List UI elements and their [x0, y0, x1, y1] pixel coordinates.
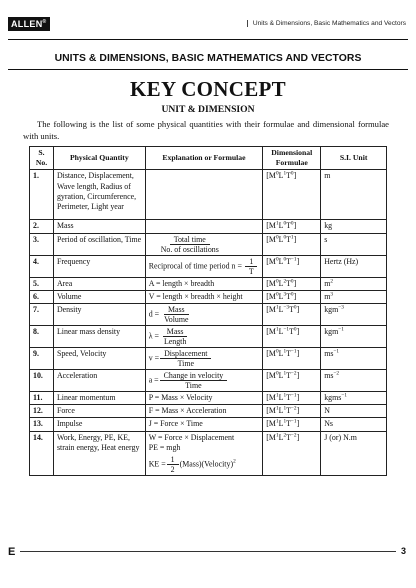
row-formula: [145, 170, 263, 220]
table-row: [30, 277, 387, 290]
row-dimension: $[M^0L^0T^{-1}]$: [263, 255, 321, 277]
row-formula: v = $\frac{\text{Displacement}}{\text{Time}}$: [145, 348, 263, 370]
running-header: [8, 16, 408, 36]
row-dimension: $[M^1L^1T^{-2}]$: [263, 405, 321, 418]
footer-rule: [20, 551, 396, 552]
page-subtitle: UNIT & DIMENSION: [161, 104, 255, 115]
row-quantity: Frequency: [53, 255, 145, 277]
row-dimension: $[M^1L^2T^{-2}]$: [263, 431, 321, 475]
row-formula: V = length × breadth × height: [145, 290, 263, 303]
table-header-row: [30, 147, 387, 170]
row-sno: 8.: [30, 326, 54, 348]
quantities-table: [29, 146, 387, 476]
row-unit: kgm$^{-1}$: [321, 326, 387, 348]
fraction: $\frac{1}{T}$: [245, 257, 258, 276]
row-sno: 6.: [30, 290, 54, 303]
row-dimension: $[M^1L^1T^{-1}]$: [263, 392, 321, 405]
row-unit: kgm$^{-3}$: [321, 304, 387, 326]
row-unit: Hertz (Hz): [321, 255, 387, 277]
row-formula: W = Force × Displacement PE = mgh KE = $\frac{1}{2}$ (Mass)(Velocity)$^2$: [145, 431, 263, 475]
table-row: [30, 418, 387, 431]
table-row: [30, 392, 387, 405]
row-dimension: $[M^1L^{-3}T^0]$: [263, 304, 321, 326]
row-sno: 2.: [30, 220, 54, 233]
table-row: [30, 370, 387, 392]
row-formula: P = Mass × Velocity: [145, 392, 263, 405]
row-unit: kgms$^{-1}$: [321, 392, 387, 405]
row-formula: Reciprocal of time period n = $\frac{1}{T}$: [145, 255, 263, 277]
page-number: 3: [400, 546, 406, 556]
row-quantity: Volume: [53, 290, 145, 303]
row-quantity: Period of oscillation, Time: [53, 233, 145, 255]
header-rule: [8, 39, 408, 40]
table-row: [30, 431, 387, 475]
section-rule: [8, 69, 408, 70]
fraction: $\frac{\text{Mass}}{\text{Length}}$: [163, 327, 187, 347]
row-unit: N: [321, 405, 387, 418]
row-dimension: $[M^0L^3T^0]$: [263, 290, 321, 303]
fraction: $\frac{\text{Change in velocity}}{\text{Time}}$: [160, 371, 228, 390]
page-title: KEY CONCEPT: [130, 77, 286, 101]
row-sno: 9.: [30, 348, 54, 370]
fraction: $\frac{\text{Mass}}{\text{Volume}}$: [164, 305, 189, 325]
row-unit: $m^2$: [321, 277, 387, 290]
section-title: UNITS & DIMENSIONS, BASIC MATHEMATICS AND VECTORS: [54, 53, 362, 64]
row-quantity: Density: [53, 304, 145, 326]
row-unit: J (or) N.m: [321, 431, 387, 475]
row-quantity: Linear momentum: [53, 392, 145, 405]
fraction: $\frac{\text{Total time}}{\text{No. of oscillations}}$: [160, 234, 219, 254]
row-dimension: $[M^1L^0T^0]$: [263, 220, 321, 233]
row-sno: 12.: [30, 405, 54, 418]
table-row: [30, 220, 387, 233]
row-quantity: Acceleration: [53, 370, 145, 392]
row-sno: 14.: [30, 431, 54, 475]
row-formula: d = $\frac{\text{Mass}}{\text{Volume}}$: [145, 304, 263, 326]
allen-logo: ALLEN®: [8, 17, 50, 31]
row-dimension: $[M^0L^1T^{-2}]$: [263, 370, 321, 392]
table-row: [30, 405, 387, 418]
table-row: [30, 170, 387, 220]
running-head: Units & Dimensions, Basic Mathematics and Vectors: [247, 20, 406, 27]
row-dimension: $[M^0L^1T^{-1}]$: [263, 348, 321, 370]
row-unit: kg: [321, 220, 387, 233]
col-quantity: Physical Quantity: [53, 147, 145, 170]
row-unit: Ns: [321, 418, 387, 431]
row-unit: s: [321, 233, 387, 255]
row-dimension: $[M^0L^1T^0]$: [263, 170, 321, 220]
row-quantity: Work, Energy, PE, KE, strain energy, Heat energy: [53, 431, 145, 475]
table-row: [30, 348, 387, 370]
row-quantity: Linear mass density: [53, 326, 145, 348]
table-row: [30, 255, 387, 277]
table-row: [30, 290, 387, 303]
table-row: [30, 326, 387, 348]
row-sno: 3.: [30, 233, 54, 255]
row-formula: F = Mass × Acceleration: [145, 405, 263, 418]
row-formula: J = Force × Time: [145, 418, 263, 431]
row-unit: $m^3$: [321, 290, 387, 303]
row-sno: 11.: [30, 392, 54, 405]
row-unit: m: [321, 170, 387, 220]
col-dimension: Dimensional Formulae: [263, 147, 321, 170]
row-formula: λ = $\frac{\text{Mass}}{\text{Length}}$: [145, 326, 263, 348]
table-row: [30, 304, 387, 326]
row-quantity: Speed, Velocity: [53, 348, 145, 370]
row-quantity: Impulse: [53, 418, 145, 431]
row-formula: [145, 220, 263, 233]
row-sno: 5.: [30, 277, 54, 290]
table-row: [30, 233, 387, 255]
row-sno: 10.: [30, 370, 54, 392]
row-dimension: $[M^0L^0T^1]$: [263, 233, 321, 255]
row-quantity: Force: [53, 405, 145, 418]
row-sno: 4.: [30, 255, 54, 277]
row-formula: A = length × breadth: [145, 277, 263, 290]
fraction: $\frac{\text{Displacement}}{\text{Time}}$: [160, 349, 211, 368]
col-sno: S. No.: [30, 147, 54, 170]
row-dimension: $[M^1L^{-1}T^0]$: [263, 326, 321, 348]
row-dimension: $[M^0L^2T^0]$: [263, 277, 321, 290]
col-formula: Explanation or Formulae: [145, 147, 263, 170]
intro-paragraph: The following is the list of some physical quantities with their formulae and dimensional formulae with units.: [23, 119, 389, 142]
row-sno: 7.: [30, 304, 54, 326]
row-quantity: Mass: [53, 220, 145, 233]
col-unit: S.I. Unit: [321, 147, 387, 170]
row-dimension: $[M^1L^1T^{-1}]$: [263, 418, 321, 431]
row-formula: a = $\frac{\text{Change in velocity}}{\text{Time}}$: [145, 370, 263, 392]
row-unit: $ms^{-1}$: [321, 348, 387, 370]
footer-edition-mark: E: [8, 546, 16, 558]
row-sno: 1.: [30, 170, 54, 220]
row-formula: [145, 233, 263, 255]
row-unit: $ms^{-2}$: [321, 370, 387, 392]
row-sno: 13.: [30, 418, 54, 431]
fraction: $\frac{1}{2}$: [167, 455, 179, 474]
row-quantity: Distance, Displacement, Wave length, Radius of gyration, Circumference, Perimeter, Light year: [53, 170, 145, 220]
row-quantity: Area: [53, 277, 145, 290]
